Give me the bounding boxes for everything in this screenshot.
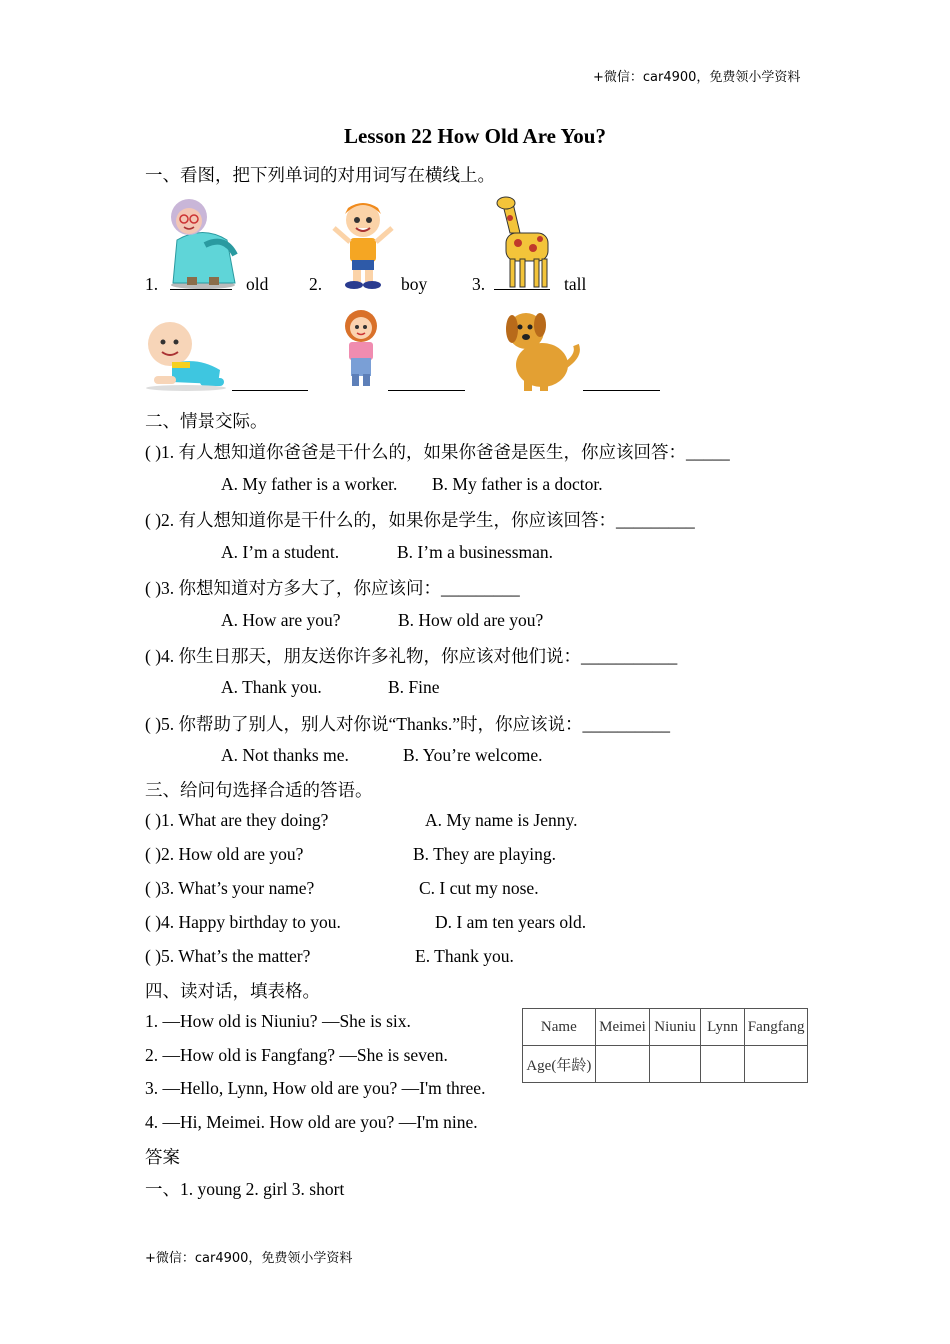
section2-option-2b: B. I’m a businessman. <box>397 542 554 562</box>
section2-option-1b: B. My father is a doctor. <box>432 474 603 494</box>
table-header-row <box>523 1009 808 1046</box>
section2-option-4a: A. Thank you. <box>221 677 322 697</box>
section3-question-5: ( )5. What’s the matter? <box>145 946 311 966</box>
table-header-cell: Niuniu <box>650 1009 701 1046</box>
section1-word-boy: boy <box>401 274 428 294</box>
answer-blank-6[interactable] <box>583 390 660 391</box>
section2-option-4b: B. Fine <box>388 677 440 697</box>
table-row-label: Age(年龄) <box>523 1046 596 1083</box>
section2-question-5: ( )5. 你帮助了别人，别人对你说“Thanks.”时，你应该说：__________ <box>145 714 670 734</box>
table-row <box>523 1046 808 1083</box>
section2-option-2a: A. I’m a student. <box>221 542 340 562</box>
section3-answer-c: C. I cut my nose. <box>419 878 539 898</box>
section2-option-5a: A. Not thanks me. <box>221 745 349 765</box>
section2-option-5b: B. You’re welcome. <box>403 745 543 765</box>
section1-item-1 <box>145 274 158 295</box>
header-watermark-note: +微信：car4900，免费领小学资料 <box>593 70 801 85</box>
item-number: 1. <box>145 274 159 294</box>
section3-question-2: ( )2. How old are you? <box>145 844 304 864</box>
section4-dialogue-4: 4. —Hi, Meimei. How old are you? —I'm nine. <box>145 1112 478 1132</box>
section2-question-1: ( )1. 有人想知道你爸爸是干什么的，如果你爸爸是医生，你应该回答：_____ <box>145 442 730 462</box>
giraffe-icon <box>488 193 558 291</box>
section2-question-4: ( )4. 你生日那天，朋友送你许多礼物，你应该对他们说：___________ <box>145 646 678 666</box>
section2-question-2: ( )2. 有人想知道你是干什么的，如果你是学生，你应该回答：_________ <box>145 510 695 530</box>
section3-question-1: ( )1. What are they doing? <box>145 810 329 830</box>
section3-answer-e: E. Thank you. <box>415 946 514 966</box>
table-header-cell: Lynn <box>700 1009 744 1046</box>
section3-question-3: ( )3. What’s your name? <box>145 878 315 898</box>
table-input-cell[interactable] <box>650 1046 701 1083</box>
boy-icon <box>328 198 398 290</box>
section2-heading: 二、情景交际。 <box>145 411 268 431</box>
section1-word-tall: tall <box>564 274 587 294</box>
section3-question-4: ( )4. Happy birthday to you. <box>145 912 341 932</box>
dog-icon <box>500 305 580 393</box>
baby-icon <box>142 318 228 392</box>
section2-option-3a: A. How are you? <box>221 610 341 630</box>
answer-blank-4[interactable] <box>232 390 308 391</box>
section4-dialogue-1: 1. —How old is Niuniu? —She is six. <box>145 1011 411 1031</box>
section1-item-3: 3. <box>472 274 486 294</box>
table-input-cell[interactable] <box>595 1046 650 1083</box>
table-header-cell: Fangfang <box>745 1009 808 1046</box>
answer-blank-1[interactable] <box>170 289 232 290</box>
age-table <box>522 1008 808 1083</box>
section3-answer-b: B. They are playing. <box>413 844 557 864</box>
answer-blank-5[interactable] <box>388 390 465 391</box>
girl-icon <box>336 308 386 390</box>
section4-dialogue-2: 2. —How old is Fangfang? —She is seven. <box>145 1045 448 1065</box>
table-header-cell: Name <box>523 1009 596 1046</box>
table-input-cell[interactable] <box>745 1046 808 1083</box>
answer-blank-3[interactable] <box>494 289 550 290</box>
section2-option-3b: B. How old are you? <box>398 610 544 630</box>
section3-answer-a: A. My name is Jenny. <box>425 810 578 830</box>
section1-heading: 一、看图，把下列单词的对用词写在横线上。 <box>145 165 495 185</box>
table-header-cell: Meimei <box>595 1009 650 1046</box>
answers-line-1: 一、1. young 2. girl 3. short <box>145 1179 345 1199</box>
section3-answer-d: D. I am ten years old. <box>435 912 587 932</box>
answers-heading: 答案 <box>145 1147 180 1167</box>
section2-question-3: ( )3. 你想知道对方多大了，你应该问：_________ <box>145 578 520 598</box>
section1-word-old: old <box>246 274 269 294</box>
section2-option-1a: A. My father is a worker. <box>221 474 398 494</box>
section4-heading: 四、读对话，填表格。 <box>145 981 320 1001</box>
table-input-cell[interactable] <box>700 1046 744 1083</box>
section1-item-2: 2. <box>309 274 323 294</box>
footer-watermark-note: +微信：car4900，免费领小学资料 <box>145 1251 353 1266</box>
page-title: Lesson 22 How Old Are You? <box>344 124 606 148</box>
section4-dialogue-3: 3. —Hello, Lynn, How old are you? —I'm three. <box>145 1078 486 1098</box>
grandma-icon <box>165 195 243 290</box>
section3-heading: 三、给问句选择合适的答语。 <box>145 780 373 800</box>
